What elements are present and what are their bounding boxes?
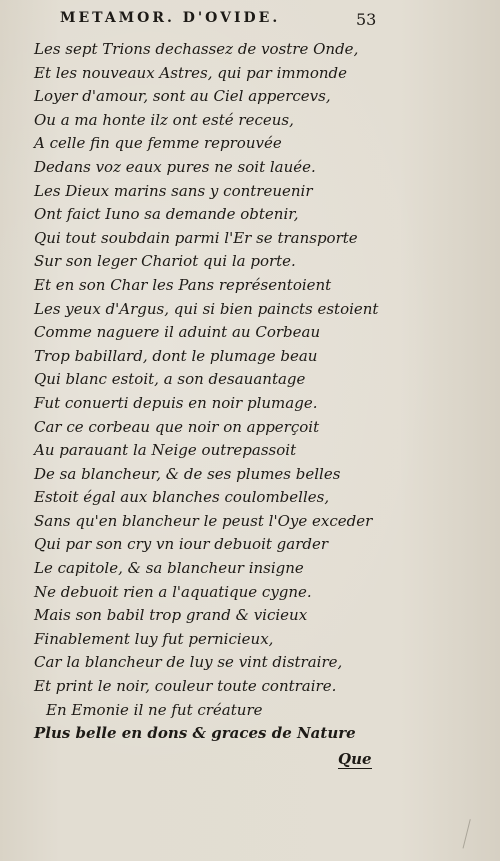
verse-line: Fut conuerti depuis en noir plumage.: [34, 393, 318, 412]
verse-block: [34, 38, 379, 746]
running-title: METAMOR. D'OVIDE.: [60, 10, 281, 26]
verse-line: En Emonie il ne fut créature: [46, 700, 263, 719]
verse-line: Qui blanc estoit, a son desauantage: [34, 370, 306, 389]
verse-line: Finablement luy fut pernicieux,: [34, 629, 274, 648]
page-number: 53: [356, 10, 377, 29]
verse-line: Au parauant la Neige outrepassoit: [34, 441, 297, 460]
verse-line: Estoit égal aux blanches coulombelles,: [34, 488, 330, 507]
verse-line: Les yeux d'Argus, qui si bien paincts estoient: [34, 299, 379, 318]
verse-line: Les sept Trions dechassez de vostre Onde,: [34, 40, 359, 58]
verse-line: Et les nouveaux Astres, qui par immonde: [34, 63, 347, 82]
verse-line: Ne debuoit rien a l'aquatique cygne.: [34, 582, 312, 601]
verse-line: Sans qu'en blancheur le peust l'Oye exceder: [34, 511, 373, 530]
verse-line: Trop babillard, dont le plumage beau: [34, 346, 318, 365]
verse-line: Sur son leger Chariot qui la porte.: [34, 252, 296, 271]
verse-line: Dedans voz eaux pures ne soit lauée.: [34, 157, 316, 176]
verse-line: Comme naguere il aduint au Corbeau: [34, 323, 321, 342]
verse-line: Loyer d'amour, sont au Ciel appercevs,: [34, 87, 331, 106]
verse-line: De sa blancheur, & de ses plumes belles: [34, 464, 341, 483]
verse-line: Et print le noir, couleur toute contraire.: [34, 677, 337, 696]
verse-line: Car ce corbeau que noir on apperçoit: [34, 417, 320, 436]
verse-line: Car la blancheur de luy se vint distraire,: [34, 653, 343, 672]
verse-line: Plus belle en dons & graces de Nature: [34, 724, 356, 743]
verse-line: Qui tout soubdain parmi l'Er se transporte: [34, 228, 358, 247]
verse-line: Ont faict Iuno sa demande obtenir,: [34, 205, 299, 224]
verse-line: A celle fin que femme reprouvée: [34, 134, 282, 153]
verse-line: Ou a ma honte ilz ont esté receus,: [34, 110, 294, 129]
catchword: Que: [338, 750, 372, 768]
paper-mark: [463, 819, 481, 851]
verse-line: Mais son babil trop grand & vicieux: [34, 606, 308, 625]
verse-line: Qui par son cry vn iour debuoit garder: [34, 535, 329, 554]
verse-line: Le capitole, & sa blancheur insigne: [34, 559, 304, 578]
verse-line: Les Dieux marins sans y contreuenir: [34, 181, 313, 200]
verse-line: Et en son Char les Pans représentoient: [34, 275, 332, 294]
